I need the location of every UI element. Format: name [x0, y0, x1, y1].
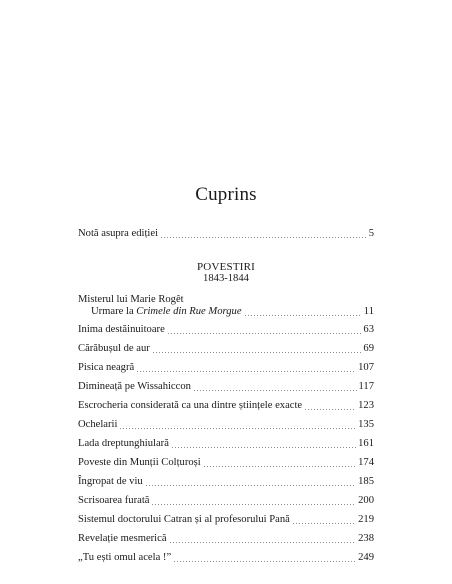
dot-leader	[136, 371, 356, 372]
dot-leader	[152, 352, 362, 353]
dot-leader	[145, 485, 356, 486]
dot-leader	[169, 542, 357, 543]
toc-entry-page: 249	[358, 552, 374, 563]
dot-leader	[304, 409, 356, 410]
toc-entry	[78, 438, 374, 450]
subtitle-italic: Crimele din Rue Morgue	[136, 306, 242, 317]
dot-leader	[119, 428, 356, 429]
toc-entry-page: 185	[358, 476, 374, 487]
toc-entry-page: 174	[358, 457, 374, 468]
section-title: POVESTIRI	[196, 261, 256, 273]
toc-entry	[78, 362, 374, 374]
section-years: 1843-1844	[203, 273, 249, 284]
toc-entry-title: Notă asupra ediției	[78, 228, 159, 239]
toc-entry	[78, 400, 374, 412]
toc-entry-title: Lada dreptunghiulară	[78, 438, 169, 449]
toc-entry	[78, 552, 374, 564]
toc-entry	[78, 381, 374, 393]
toc-entry-page: 219	[358, 514, 374, 525]
toc-entry-page: 107	[358, 362, 374, 373]
toc-entry-title: Cărăbușul de aur	[78, 343, 150, 354]
toc-entry-title: Scrisoarea furată	[78, 495, 150, 506]
dot-leader	[203, 466, 356, 467]
toc-entry-first	[91, 306, 374, 318]
toc-entry-title: Pisica neagră	[78, 362, 135, 373]
toc-entry-page: 63	[363, 324, 374, 335]
subtitle-prefix: Urmare la	[91, 306, 137, 317]
toc-entry-title: „Tu ești omul acela !”	[78, 552, 172, 563]
dot-leader	[193, 390, 357, 391]
toc-entry-page: 117	[358, 381, 374, 392]
toc-entry	[78, 533, 374, 545]
dot-leader	[173, 561, 356, 562]
toc-entry-title: Dimineață pe Wissahiccon	[78, 381, 191, 392]
toc-entry-page: 135	[358, 419, 374, 430]
toc-entry-page: 123	[358, 400, 374, 411]
toc-entry-intro	[78, 228, 374, 240]
toc-entry	[78, 495, 374, 507]
toc-entry	[78, 343, 374, 355]
toc-entry-title: Revelație mesmerică	[78, 533, 167, 544]
toc-entry-page: 11	[363, 306, 374, 317]
toc-entry-page: 238	[358, 533, 374, 544]
toc-entry-page: 200	[358, 495, 374, 506]
toc-entry-title: Escrocheria considerată ca una dintre științele exacte	[78, 400, 303, 411]
toc-entry-title: Sistemul doctorului Catran și al profesorului Pană	[78, 514, 290, 525]
toc-entry-title: Ochelarii	[78, 419, 118, 430]
toc-entry-title: Îngropat de viu	[78, 476, 143, 487]
dot-leader	[171, 447, 356, 448]
dot-leader	[292, 523, 356, 524]
page-title: Cuprins	[195, 184, 257, 205]
dot-leader	[244, 315, 362, 316]
dot-leader	[160, 237, 367, 238]
toc-entry-title-line1: Misterul lui Marie Rogêt	[78, 294, 184, 305]
toc-entry	[78, 514, 374, 526]
toc-entry	[78, 324, 374, 336]
toc-entry-title: Poveste din Munții Colțuroși	[78, 457, 201, 468]
toc-entry-page: 69	[363, 343, 374, 354]
toc-entry-title-line2	[91, 306, 242, 318]
dot-leader	[151, 504, 356, 505]
toc-entry-title: Inima destăinuitoare	[78, 324, 165, 335]
toc-entry	[78, 476, 374, 488]
toc-entry-page: 161	[358, 438, 374, 449]
toc-entry-page: 5	[368, 228, 374, 239]
toc-entry	[78, 457, 374, 469]
toc-entry	[78, 419, 374, 431]
dot-leader	[167, 333, 362, 334]
